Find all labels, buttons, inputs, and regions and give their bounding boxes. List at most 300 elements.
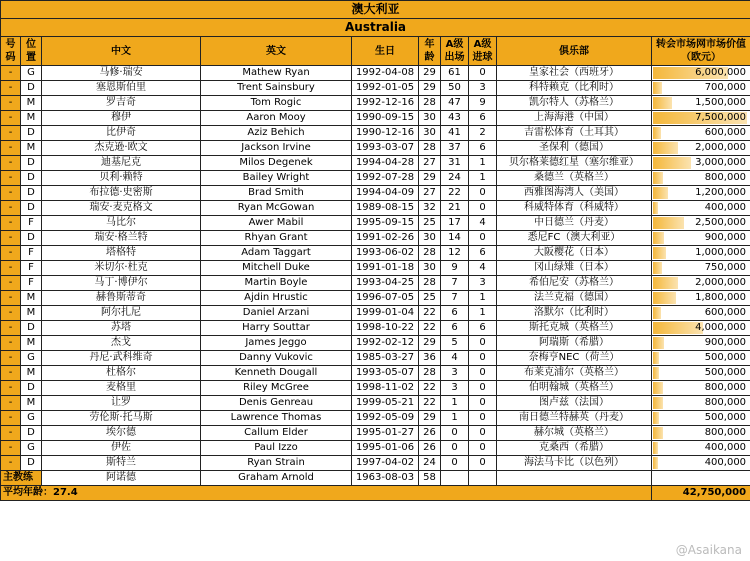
cell-goals: 0 <box>469 231 497 246</box>
cell-en: Awer Mabil <box>201 216 352 231</box>
cell-dob: 1995-09-15 <box>352 216 419 231</box>
cell-pos: D <box>21 201 42 216</box>
cell-club: 阿瑞斯（希腊） <box>497 336 652 351</box>
cell-en: Jackson Irvine <box>201 141 352 156</box>
value-text: 1,500,000 <box>695 97 747 108</box>
cell-value <box>652 351 750 366</box>
cell-caps: 7 <box>441 276 469 291</box>
cell-club: 南日德兰特赫英（丹麦） <box>497 411 652 426</box>
value-bar <box>653 412 659 424</box>
cell-age: 29 <box>419 336 441 351</box>
cell-club: 希伯尼安（苏格兰） <box>497 276 652 291</box>
cell-no: - <box>1 66 21 81</box>
cell-age: 29 <box>419 171 441 186</box>
cell-caps: 5 <box>441 336 469 351</box>
table-row <box>1 261 750 276</box>
value-text: 500,000 <box>704 367 747 378</box>
cell-caps: 24 <box>441 171 469 186</box>
cell-goals: 1 <box>469 306 497 321</box>
cell-goals: 3 <box>469 81 497 96</box>
cell-pos: D <box>21 156 42 171</box>
cell-pos: D <box>21 231 42 246</box>
cell-goals: 9 <box>469 96 497 111</box>
table-row <box>1 96 750 111</box>
value-bar <box>653 427 663 439</box>
cell-no: - <box>1 321 21 336</box>
table-row <box>1 231 750 246</box>
cell-cn: 瑞安·格兰特 <box>42 231 201 246</box>
header-no: 号码 <box>1 37 21 66</box>
cell-age: 30 <box>419 231 441 246</box>
watermark: @Asaikana <box>675 543 742 557</box>
cell-en: Bailey Wright <box>201 171 352 186</box>
cell-no: - <box>1 126 21 141</box>
table-row <box>1 81 750 96</box>
cell-en: Trent Sainsbury <box>201 81 352 96</box>
table-row <box>1 201 750 216</box>
cell-club: 布莱克浦尔（英格兰） <box>497 366 652 381</box>
cell-cn: 丹尼·武科维奇 <box>42 351 201 366</box>
cell-dob: 1999-01-04 <box>352 306 419 321</box>
cell-goals: 1 <box>469 171 497 186</box>
average-age: 平均年龄：27.4 <box>1 486 652 501</box>
cell-goals: 1 <box>469 291 497 306</box>
table-row <box>1 66 750 81</box>
value-bar <box>653 382 663 394</box>
cell-goals: 0 <box>469 336 497 351</box>
cell-cn: 瑞安·麦克格文 <box>42 201 201 216</box>
cell-cn: 贝利·赖特 <box>42 171 201 186</box>
cell-goals: 3 <box>469 276 497 291</box>
cell-club: 冈山绿雉（日本） <box>497 261 652 276</box>
cell-en: Adam Taggart <box>201 246 352 261</box>
cell-no: - <box>1 291 21 306</box>
cell-value <box>652 456 750 471</box>
cell-caps: 21 <box>441 201 469 216</box>
cell-value <box>652 411 750 426</box>
header-value: 转会市场网市场价值（欧元） <box>652 37 750 66</box>
coach-label: 主教练 <box>1 471 42 486</box>
value-text: 800,000 <box>704 382 747 393</box>
value-text: 6,000,000 <box>695 67 747 78</box>
cell-dob: 1992-05-09 <box>352 411 419 426</box>
cell-goals: 0 <box>469 381 497 396</box>
player-rows <box>1 66 750 471</box>
value-text: 4,000,000 <box>695 322 747 333</box>
cell-age: 30 <box>419 126 441 141</box>
cell-en: Danny Vukovic <box>201 351 352 366</box>
cell-club: 圣保利（德国） <box>497 141 652 156</box>
table-row <box>1 396 750 411</box>
cell-cn: 杰克逊·欧文 <box>42 141 201 156</box>
header-row <box>1 37 750 66</box>
value-text: 3,000,000 <box>695 157 747 168</box>
cell-en: Mathew Ryan <box>201 66 352 81</box>
cell-value <box>652 396 750 411</box>
cell-pos: M <box>21 306 42 321</box>
value-text: 700,000 <box>704 82 747 93</box>
value-text: 750,000 <box>704 262 747 273</box>
value-text: 500,000 <box>704 352 747 363</box>
cell-goals: 6 <box>469 141 497 156</box>
cell-en: Riley McGree <box>201 381 352 396</box>
cell-age: 26 <box>419 426 441 441</box>
header-cn: 中文 <box>42 37 201 66</box>
value-bar <box>653 352 659 364</box>
cell-pos: G <box>21 66 42 81</box>
cell-goals: 0 <box>469 201 497 216</box>
cell-no: - <box>1 81 21 96</box>
cell-value <box>652 231 750 246</box>
cell-age: 22 <box>419 306 441 321</box>
value-bar <box>653 232 664 244</box>
table-row <box>1 126 750 141</box>
cell-club: 斯托克城（英格兰） <box>497 321 652 336</box>
value-bar <box>653 442 658 454</box>
cell-value <box>652 336 750 351</box>
cell-value <box>652 261 750 276</box>
title-en: Australia <box>1 19 750 37</box>
cell-caps: 1 <box>441 411 469 426</box>
cell-caps: 17 <box>441 216 469 231</box>
cell-caps: 41 <box>441 126 469 141</box>
cell-no: - <box>1 141 21 156</box>
cell-dob: 1989-08-15 <box>352 201 419 216</box>
value-text: 400,000 <box>704 202 747 213</box>
cell-club: 赫尔城（英格兰） <box>497 426 652 441</box>
cell-no: - <box>1 336 21 351</box>
cell-caps: 6 <box>441 321 469 336</box>
cell-en: Denis Genreau <box>201 396 352 411</box>
cell-dob: 1990-12-16 <box>352 126 419 141</box>
cell-pos: M <box>21 111 42 126</box>
cell-no: - <box>1 201 21 216</box>
value-bar <box>653 337 664 349</box>
cell-en: Kenneth Dougall <box>201 366 352 381</box>
value-bar <box>653 367 659 379</box>
value-text: 600,000 <box>704 127 747 138</box>
cell-club: 图卢兹（法国） <box>497 396 652 411</box>
value-text: 800,000 <box>704 172 747 183</box>
cell-dob: 1992-07-28 <box>352 171 419 186</box>
cell-value <box>652 96 750 111</box>
value-text: 2,000,000 <box>695 142 747 153</box>
cell-caps: 37 <box>441 141 469 156</box>
cell-en: Brad Smith <box>201 186 352 201</box>
cell-age: 22 <box>419 321 441 336</box>
cell-age: 24 <box>419 456 441 471</box>
cell-age: 28 <box>419 366 441 381</box>
cell-value <box>652 366 750 381</box>
cell-caps: 0 <box>441 456 469 471</box>
cell-age: 28 <box>419 246 441 261</box>
cell-age: 27 <box>419 156 441 171</box>
cell-dob: 1993-06-02 <box>352 246 419 261</box>
value-bar <box>653 187 668 199</box>
cell-no: - <box>1 261 21 276</box>
cell-en: Ajdin Hrustic <box>201 291 352 306</box>
cell-value <box>652 186 750 201</box>
value-bar <box>653 457 658 469</box>
cell-caps: 12 <box>441 246 469 261</box>
cell-cn: 塔格特 <box>42 246 201 261</box>
cell-club: 上海海港（中国） <box>497 111 652 126</box>
cell-caps: 50 <box>441 81 469 96</box>
cell-pos: F <box>21 216 42 231</box>
cell-pos: D <box>21 81 42 96</box>
value-bar <box>653 217 684 229</box>
cell-dob: 1994-04-09 <box>352 186 419 201</box>
cell-cn: 伊佐 <box>42 441 201 456</box>
cell-cn: 马修·瑞安 <box>42 66 201 81</box>
cell-pos: D <box>21 171 42 186</box>
cell-no: - <box>1 456 21 471</box>
value-text: 7,500,000 <box>695 112 747 123</box>
cell-no: - <box>1 186 21 201</box>
cell-goals: 4 <box>469 261 497 276</box>
cell-value <box>652 441 750 456</box>
cell-caps: 7 <box>441 291 469 306</box>
cell-value <box>652 66 750 81</box>
cell-goals: 0 <box>469 441 497 456</box>
cell-caps: 0 <box>441 441 469 456</box>
cell-cn: 埃尔德 <box>42 426 201 441</box>
header-dob: 生日 <box>352 37 419 66</box>
value-text: 900,000 <box>704 232 747 243</box>
cell-club: 凯尔特人（苏格兰） <box>497 96 652 111</box>
cell-dob: 1992-02-12 <box>352 336 419 351</box>
cell-age: 36 <box>419 351 441 366</box>
cell-en: Milos Degenek <box>201 156 352 171</box>
cell-age: 25 <box>419 216 441 231</box>
table-row <box>1 246 750 261</box>
cell-no: - <box>1 366 21 381</box>
cell-pos: G <box>21 411 42 426</box>
value-bar <box>653 247 666 259</box>
value-text: 1,200,000 <box>695 187 747 198</box>
cell-value <box>652 216 750 231</box>
cell-en: Harry Souttar <box>201 321 352 336</box>
cell-cn: 阿尔扎尼 <box>42 306 201 321</box>
value-text: 1,800,000 <box>695 292 747 303</box>
cell-pos: D <box>21 186 42 201</box>
cell-dob: 1991-01-18 <box>352 261 419 276</box>
cell-pos: M <box>21 96 42 111</box>
cell-caps: 31 <box>441 156 469 171</box>
cell-club: 皇家社会（西班牙） <box>497 66 652 81</box>
cell-age: 29 <box>419 411 441 426</box>
cell-value <box>652 381 750 396</box>
cell-goals: 0 <box>469 351 497 366</box>
cell-value <box>652 291 750 306</box>
title-cn: 澳大利亚 <box>1 1 750 19</box>
value-text: 900,000 <box>704 337 747 348</box>
cell-caps: 0 <box>441 426 469 441</box>
cell-goals: 6 <box>469 111 497 126</box>
value-text: 400,000 <box>704 442 747 453</box>
cell-caps: 3 <box>441 381 469 396</box>
value-text: 800,000 <box>704 427 747 438</box>
cell-dob: 1993-05-07 <box>352 366 419 381</box>
cell-en: Aaron Mooy <box>201 111 352 126</box>
header-age: 年龄 <box>419 37 441 66</box>
cell-pos: M <box>21 141 42 156</box>
cell-no: - <box>1 381 21 396</box>
cell-club: 贝尔格莱德红星（塞尔维亚） <box>497 156 652 171</box>
value-bar <box>653 142 678 154</box>
table-row <box>1 276 750 291</box>
cell-cn: 劳伦斯·托马斯 <box>42 411 201 426</box>
cell-caps: 6 <box>441 306 469 321</box>
cell-cn: 麦格里 <box>42 381 201 396</box>
cell-caps: 22 <box>441 186 469 201</box>
cell-pos: G <box>21 441 42 456</box>
table-row <box>1 141 750 156</box>
value-text: 800,000 <box>704 397 747 408</box>
cell-dob: 1992-01-05 <box>352 81 419 96</box>
value-text: 500,000 <box>704 412 747 423</box>
cell-cn: 斯特兰 <box>42 456 201 471</box>
cell-club: 中日德兰（丹麦） <box>497 216 652 231</box>
cell-en: Ryan McGowan <box>201 201 352 216</box>
header-club: 俱乐部 <box>497 37 652 66</box>
cell-value <box>652 111 750 126</box>
cell-value <box>652 171 750 186</box>
cell-cn: 罗吉奇 <box>42 96 201 111</box>
cell-pos: D <box>21 426 42 441</box>
cell-value <box>652 306 750 321</box>
cell-no: - <box>1 306 21 321</box>
cell-dob: 1996-07-05 <box>352 291 419 306</box>
cell-dob: 1992-12-16 <box>352 96 419 111</box>
cell-no: - <box>1 231 21 246</box>
table-row <box>1 351 750 366</box>
cell-no: - <box>1 216 21 231</box>
cell-caps: 47 <box>441 96 469 111</box>
cell-dob: 1991-02-26 <box>352 231 419 246</box>
value-bar <box>653 262 662 274</box>
cell-dob: 1998-11-02 <box>352 381 419 396</box>
cell-value <box>652 81 750 96</box>
table-row <box>1 426 750 441</box>
cell-dob: 1994-04-28 <box>352 156 419 171</box>
cell-club: 伯明翰城（英格兰） <box>497 381 652 396</box>
value-bar <box>653 127 661 139</box>
table-row <box>1 381 750 396</box>
value-text: 2,000,000 <box>695 277 747 288</box>
coach-cn: 阿诺德 <box>42 471 201 486</box>
cell-no: - <box>1 111 21 126</box>
cell-goals: 6 <box>469 246 497 261</box>
cell-cn: 塞恩斯伯里 <box>42 81 201 96</box>
cell-dob: 1995-01-06 <box>352 441 419 456</box>
cell-goals: 0 <box>469 456 497 471</box>
cell-goals: 1 <box>469 156 497 171</box>
table-row <box>1 306 750 321</box>
cell-no: - <box>1 426 21 441</box>
cell-club: 克桑西（希腊） <box>497 441 652 456</box>
cell-age: 28 <box>419 276 441 291</box>
table-row <box>1 456 750 471</box>
cell-caps: 3 <box>441 366 469 381</box>
cell-goals: 0 <box>469 396 497 411</box>
cell-value <box>652 156 750 171</box>
cell-cn: 杜格尔 <box>42 366 201 381</box>
value-text: 2,500,000 <box>695 217 747 228</box>
cell-age: 28 <box>419 141 441 156</box>
cell-club: 桑德兰（英格兰） <box>497 171 652 186</box>
cell-pos: D <box>21 126 42 141</box>
cell-value <box>652 141 750 156</box>
cell-value <box>652 126 750 141</box>
cell-pos: F <box>21 246 42 261</box>
cell-dob: 1995-01-27 <box>352 426 419 441</box>
cell-age: 30 <box>419 111 441 126</box>
table-row <box>1 186 750 201</box>
cell-age: 29 <box>419 66 441 81</box>
cell-dob: 1993-04-25 <box>352 276 419 291</box>
cell-dob: 1992-04-08 <box>352 66 419 81</box>
cell-club: 西雅图海湾人（美国） <box>497 186 652 201</box>
value-bar <box>653 172 663 184</box>
cell-en: Daniel Arzani <box>201 306 352 321</box>
cell-value <box>652 321 750 336</box>
cell-goals: 0 <box>469 426 497 441</box>
coach-en: Graham Arnold <box>201 471 352 486</box>
value-bar <box>653 157 691 169</box>
cell-goals: 0 <box>469 66 497 81</box>
cell-cn: 马丁·博伊尔 <box>42 276 201 291</box>
cell-pos: M <box>21 336 42 351</box>
cell-cn: 杰戈 <box>42 336 201 351</box>
value-text: 400,000 <box>704 457 747 468</box>
table-row <box>1 336 750 351</box>
cell-age: 22 <box>419 396 441 411</box>
cell-cn: 穆伊 <box>42 111 201 126</box>
cell-en: Lawrence Thomas <box>201 411 352 426</box>
cell-age: 28 <box>419 96 441 111</box>
cell-goals: 2 <box>469 126 497 141</box>
cell-age: 25 <box>419 291 441 306</box>
table-row <box>1 156 750 171</box>
table-row <box>1 291 750 306</box>
cell-goals: 0 <box>469 411 497 426</box>
cell-club: 吉雷松体育（土耳其） <box>497 126 652 141</box>
cell-goals: 0 <box>469 366 497 381</box>
cell-pos: F <box>21 276 42 291</box>
cell-club: 大阪樱花（日本） <box>497 246 652 261</box>
cell-cn: 比伊奇 <box>42 126 201 141</box>
cell-pos: G <box>21 351 42 366</box>
header-caps: A级出场 <box>441 37 469 66</box>
cell-club: 科特赖克（比利时） <box>497 81 652 96</box>
value-text: 600,000 <box>704 307 747 318</box>
cell-caps: 1 <box>441 396 469 411</box>
cell-age: 29 <box>419 81 441 96</box>
cell-pos: M <box>21 366 42 381</box>
cell-caps: 9 <box>441 261 469 276</box>
cell-value <box>652 246 750 261</box>
cell-cn: 让罗 <box>42 396 201 411</box>
cell-en: Rhyan Grant <box>201 231 352 246</box>
cell-en: Paul Izzo <box>201 441 352 456</box>
cell-cn: 马比尔 <box>42 216 201 231</box>
cell-no: - <box>1 351 21 366</box>
table-row <box>1 111 750 126</box>
cell-age: 32 <box>419 201 441 216</box>
coach-row <box>1 471 750 486</box>
cell-pos: D <box>21 381 42 396</box>
